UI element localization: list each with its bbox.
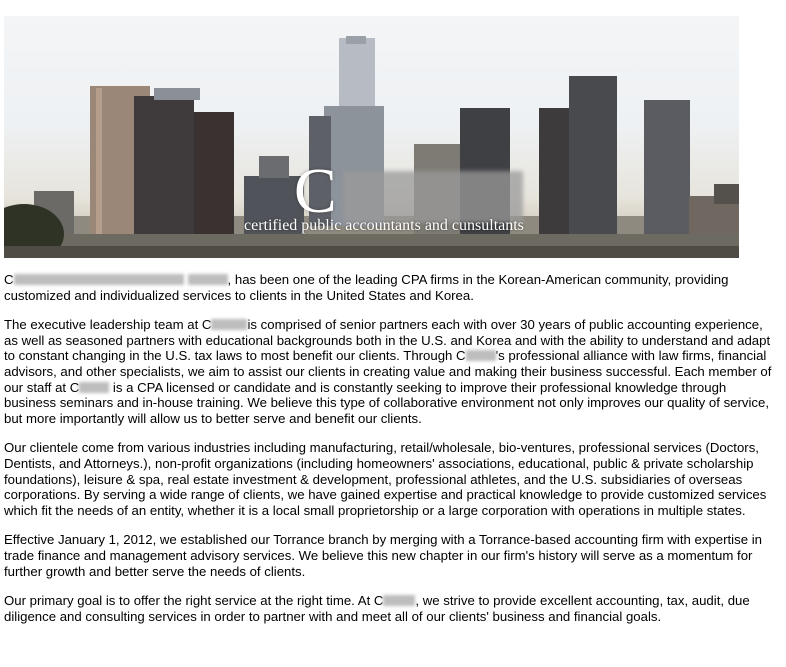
firm-name-title: C — [294, 156, 523, 226]
intro-paragraph: C , has been one of the leading CPA firms in the Korean-American community, providing customized and individualized services to clients in the United States and Korea. — [4, 272, 729, 303]
clientele-paragraph: Our clientele come from various industries including manufacturing, retail/wholesale, bio-ventures, professional services (Doctors, Dentists, and Attorneys.), non-profit organizations (including homeowners' associations, educational, public & private scholarship foundations), leisure & spa, real estate investment & development, professional athletes, and the U.S. subsidiaries of overseas corporations. By serving a wide range of clients, we have gained expertise and practical knowledge to provide customized services which fit the needs of an entity, whether it is a local small proprietorship or a large corporation with operations in multiple states. — [4, 440, 767, 518]
redacted-text — [14, 274, 184, 285]
redacted-text — [211, 319, 247, 330]
about-content — [4, 272, 780, 638]
redacted-text — [79, 382, 109, 393]
redacted-text — [188, 274, 228, 285]
redacted-name-block — [343, 171, 523, 223]
hero-banner — [4, 16, 739, 258]
leadership-paragraph: The executive leadership team at C is comprised of senior partners each with over 30 years of public accounting experience, as well as seasoned partners with educational backgrounds both in the U.S. and Korea and with the ability to understand and adapt to constant changing in the U.S. tax laws to most benefit our clients. Through C 's professional alliance with law firms, financial advisors, and other specialists, we aim to assist our clients in creating value and making their business successful. Each member of our staff at C is a CPA licensed or candidate and is constantly seeking to improve their professional knowledge through business seminars and in-house training. We believe this type of collaborative environment not only improves our quality of service, but more importantly will allow us to better serve and benefit our clients. — [4, 317, 772, 426]
torrance-branch-paragraph: Effective January 1, 2012, we established our Torrance branch by merging with a Torrance-based accounting firm with expertise in trade finance and management advisory services. We believe this new chapter in our firm's history will serve as a momentum for further growth and better serve the needs of clients. — [4, 532, 762, 579]
redacted-text — [383, 595, 415, 606]
primary-goal-paragraph: Our primary goal is to offer the right service at the right time. At C , we strive to provide excellent accounting, tax, audit, due diligence and consulting services in order to partner with and meet all of our clients' business and financial goals. — [4, 593, 750, 624]
redacted-text — [466, 350, 496, 361]
firm-tagline: certified public accountants and cunsultants — [244, 217, 524, 234]
